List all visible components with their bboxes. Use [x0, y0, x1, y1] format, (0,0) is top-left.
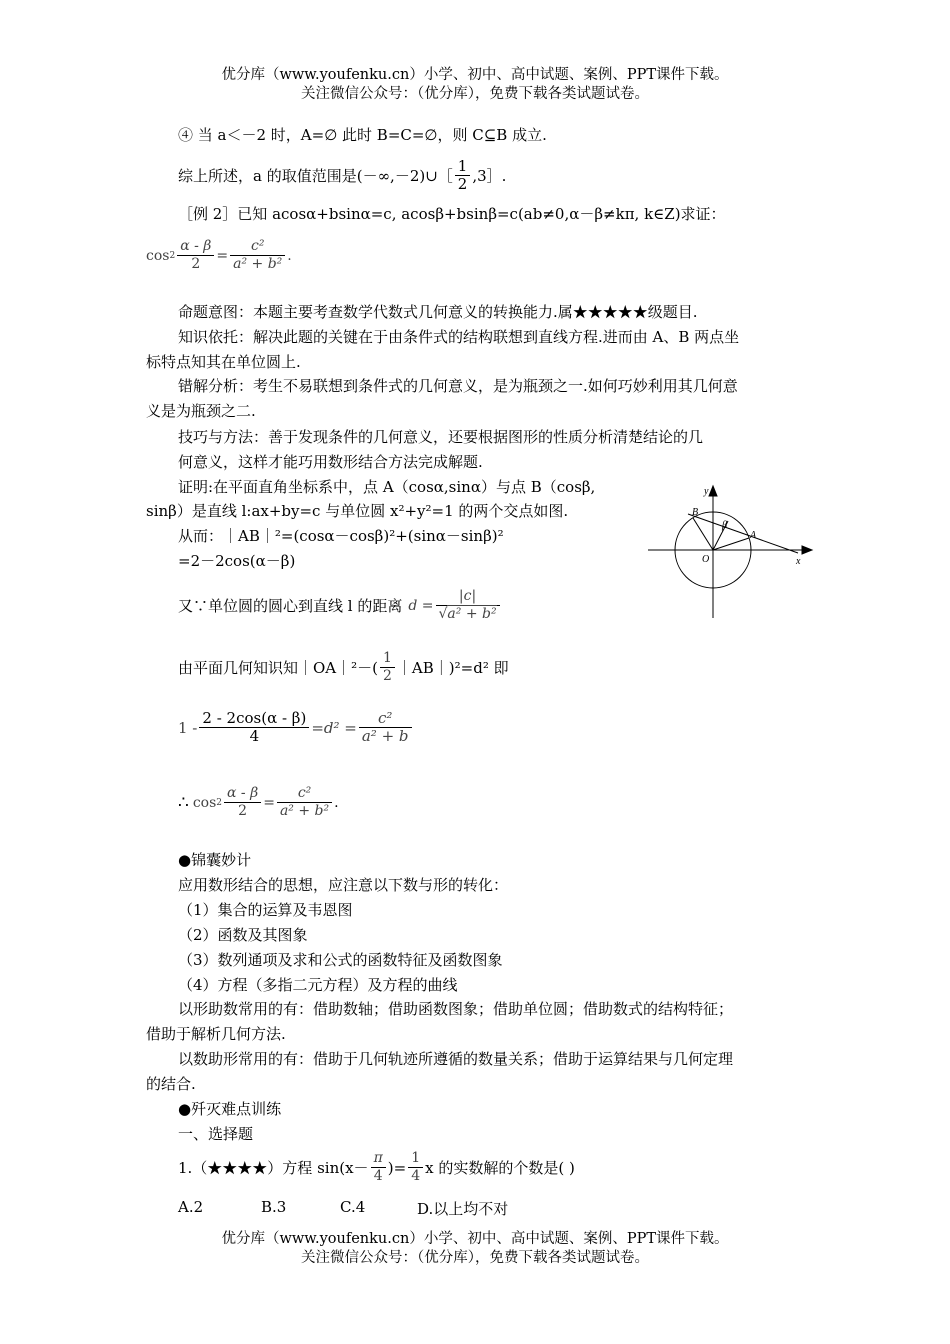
alpha-minus-beta-2: α - β	[224, 785, 261, 803]
denominator-four: 4	[249, 727, 260, 745]
example-2-text: ［例 2］已知 acosα+bsinα=c, acosβ+bsinβ=c(ab≠0,α－β≠kπ, k∈Z)求证：	[178, 205, 726, 223]
pi-numerator: π	[371, 1150, 386, 1168]
skill-text-1: 技巧与方法：善于发现条件的几何意义，还要根据图形的性质分析清楚结论的几	[178, 428, 704, 446]
c-squared-2: c²	[359, 710, 412, 728]
d-squared-equals: =d² =	[311, 718, 357, 737]
plane-text-a: 由平面几何知识知｜OA｜²－(	[178, 659, 378, 677]
label-y: y	[704, 486, 709, 497]
footer-line-1: 优分库（www.youfenku.cn）小学、初中、高中试题、案例、PPT课件下载。	[221, 1231, 729, 1247]
label-b: B	[692, 507, 699, 518]
training-title: ●歼灭难点训练	[178, 1100, 282, 1118]
distance-fraction	[436, 588, 500, 623]
alpha-minus-beta: α - β	[177, 238, 214, 256]
unit-circle-figure	[640, 478, 820, 623]
thus-text-1: 从而：｜AB｜²=(cosα－cosβ)²+(sinα－sinβ)²	[178, 527, 504, 545]
c-squared-3: c²	[277, 785, 332, 803]
c-squared: c²	[230, 238, 285, 256]
plane-text-b: ｜AB｜)²=d² 即	[396, 659, 509, 677]
segment-ob	[693, 518, 713, 550]
equals-sign-2: =	[263, 794, 275, 811]
x-axis-arrow	[802, 546, 812, 554]
quarter-numerator: 1	[408, 1150, 423, 1168]
half-num-2: 1	[380, 650, 395, 668]
fraction-half	[455, 158, 471, 193]
a2-plus-b2-2: a² + b²	[279, 803, 330, 819]
question-1-text-c: x 的实数解的个数是( )	[425, 1159, 575, 1177]
proof-text-1: 证明:在平面直角坐标系中，点 A（cosα,sinα）与点 B（cosβ,	[178, 478, 596, 496]
formula-therefore	[178, 785, 339, 820]
a2-plus-b: a² + b	[361, 727, 409, 745]
cos-exponent: 2	[169, 250, 176, 261]
sqrt-body: a² + b²	[447, 606, 497, 622]
a2-plus-b2: a² + b²	[233, 256, 283, 272]
label-o: O	[702, 554, 710, 565]
section-1-title: 一、选择题	[178, 1125, 254, 1143]
line-l	[688, 514, 798, 553]
proof-text-2: sinβ）是直线 l:ax+by=c 与单位圆 x²+y²=1 的两个交点如图.	[146, 502, 569, 520]
label-beta: β	[722, 520, 727, 531]
conclusion-text-a: 综上所述，a 的取值范围是(－∞,－2)∪［	[178, 166, 453, 185]
question-1-text-a: 1.（★★★★）方程 sin(x－	[178, 1159, 369, 1177]
num-text-1: 以数助形常用的有：借助于几何轨迹所遵循的数量关系；借助于运算结果与几何定理	[178, 1050, 734, 1068]
quarter-denominator: 4	[411, 1168, 421, 1184]
error-text-2: 义是为瓶颈之二.	[146, 402, 256, 420]
shape-text-1: 以形助数常用的有：借助数轴；借助函数图象；借助单位圆；借助数式的结构特征；	[178, 1000, 734, 1018]
formula-cos-identity	[146, 238, 292, 273]
distance-line	[178, 588, 502, 623]
thus-text-2: =2－2cos(α－β)	[178, 552, 296, 570]
therefore-symbol: ∴	[178, 792, 189, 813]
pi-denominator: 4	[373, 1168, 383, 1184]
cos-label-2: cos	[192, 794, 217, 811]
case-4-text: ④ 当 a＜－2 时，A=∅ 此时 B=C=∅，则 C⊆B 成立.	[178, 126, 547, 144]
question-1-text-b: )=	[387, 1158, 407, 1177]
tips-item-2: （2）函数及其图象	[178, 926, 308, 944]
abs-c: |c|	[436, 588, 500, 606]
formula-period-2: .	[334, 794, 339, 811]
denominator-two-2: 2	[238, 803, 248, 819]
header-line-1: 优分库（www.youfenku.cn）小学、初中、高中试题、案例、PPT课件下载。	[221, 67, 729, 83]
header-line-2: 关注微信公众号：（优分库），免费下载各类试题试卷。	[301, 86, 649, 102]
formula-step	[178, 710, 414, 745]
tips-title: ●锦囊妙计	[178, 851, 252, 869]
label-a: A	[750, 530, 757, 541]
conclusion-line	[178, 153, 506, 197]
skill-text-2: 何意义，这样才能巧用数形结合方法完成解题.	[178, 453, 483, 471]
choice-c: C.4	[340, 1198, 366, 1216]
tips-intro: 应用数形结合的思想，应注意以下数与形的转化：	[178, 876, 509, 894]
tips-item-1: （1）集合的运算及韦恩图	[178, 901, 353, 919]
equals-sign: =	[216, 247, 229, 264]
basis-text-1: 知识依托：解决此题的关键在于由条件式的结构联想到直线方程.进而由 A、B 两点坐	[178, 328, 740, 346]
plane-geometry-line	[178, 650, 509, 685]
tips-item-4: （4）方程（多指二元方程）及方程的曲线	[178, 976, 458, 994]
cos-label: cos	[146, 247, 170, 264]
one-minus: 1 -	[178, 718, 198, 737]
error-text-1: 错解分析：考生不易联想到条件式的几何意义，是为瓶颈之一.如何巧妙利用其几何意	[178, 377, 738, 395]
choice-a: A.2	[178, 1198, 204, 1216]
shape-text-2: 借助于解析几何方法.	[146, 1025, 286, 1043]
choice-b: B.3	[261, 1198, 287, 1216]
label-x: x	[796, 556, 801, 567]
num-text-2: 的结合.	[146, 1075, 196, 1093]
footer-line-2: 关注微信公众号：（优分库），免费下载各类试题试卷。	[301, 1250, 649, 1266]
formula-period: .	[287, 247, 292, 264]
basis-text-2: 标特点知其在单位圆上.	[146, 353, 301, 371]
y-axis-arrow	[709, 486, 717, 496]
tips-item-3: （3）数列通项及求和公式的函数特征及函数图象	[178, 951, 503, 969]
intent-text: 命题意图：本题主要考查数学代数式几何意义的转换能力.属★★★★★级题目.	[178, 303, 698, 321]
choice-d: D.以上均不对	[417, 1200, 509, 1218]
distance-text: 又∵单位圆的圆心到直线 l 的距离	[178, 597, 403, 615]
half-den-2: 2	[383, 668, 392, 684]
d-equals: d =	[408, 597, 434, 614]
half-numerator: 1	[455, 158, 471, 176]
denominator-two: 2	[191, 256, 201, 272]
half-denominator: 2	[457, 174, 468, 193]
cos-exponent-2: 2	[216, 797, 223, 808]
question-1	[178, 1150, 575, 1185]
big-numerator: 2 - 2cos(α - β)	[199, 710, 309, 728]
conclusion-text-b: ,3］.	[472, 166, 507, 185]
sqrt-denominator: √a² + b²	[438, 606, 497, 622]
